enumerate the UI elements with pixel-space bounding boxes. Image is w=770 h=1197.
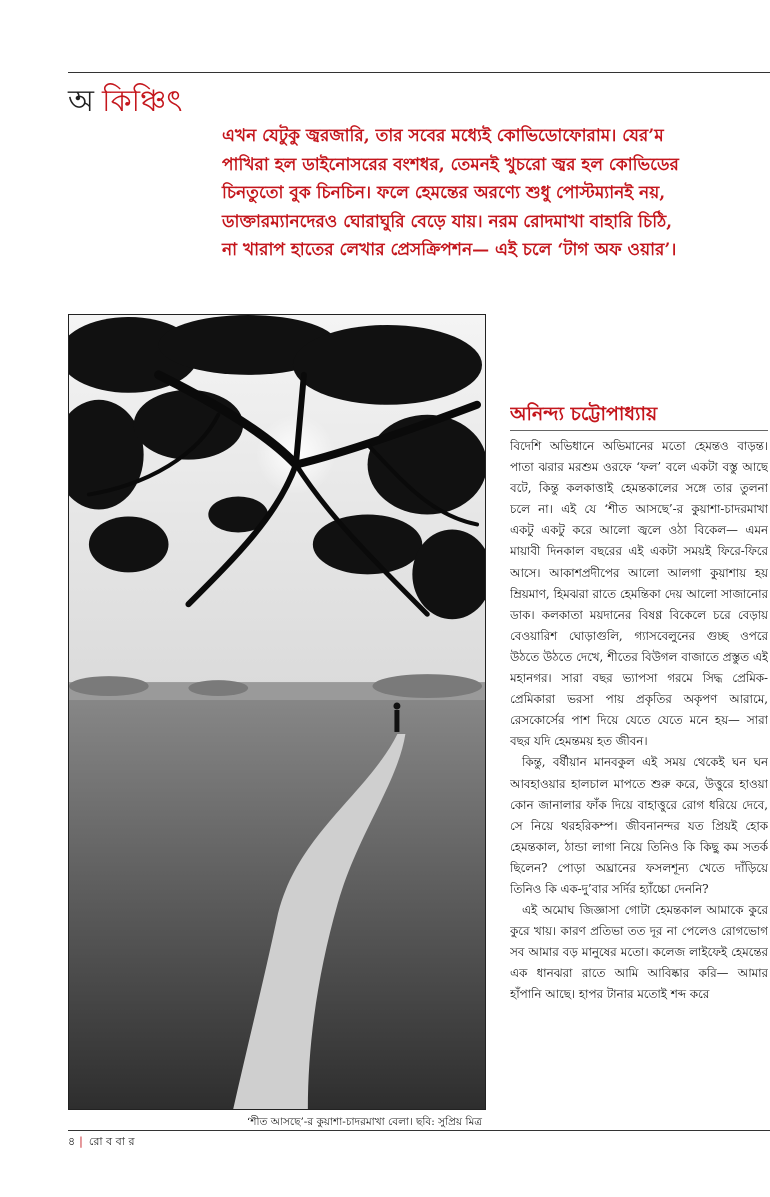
article-paragraph: কিন্তু, বর্ষীয়ান মানবকুল এই সময় থেকেই ঘন ঘন আবহাওয়ার হালচাল মাপতে শুরু করে, উত্তুরে হাওয়া কোন জানালার ফাঁক দিয়ে বাহাত্তুরে রোগ ধরিয়ে দেবে, সে নিয়ে থরহরিকম্প। জীবনানন্দর যত প্রিয়ই হোক হেমন্তকাল, ঠান্ডা লাগা নিয়ে তিনিও কি কিছু কম সতর্ক ছিলেন? পোড়া অঘ্রানের ফসলশূন্য খেতে দাঁড়িয়ে তিনিও কি এক-দু’বার সর্দির হ্যাঁচ্চো দেননি? bbox=[510, 755, 768, 896]
section-heading bbox=[68, 84, 182, 120]
bottom-rule bbox=[68, 1130, 770, 1131]
section-name: কিঞ্চিৎ bbox=[101, 84, 183, 119]
magazine-name: রো ব বা র bbox=[88, 1135, 135, 1148]
tree-field-photo bbox=[69, 315, 485, 1109]
author-rule bbox=[510, 430, 768, 431]
photo-caption: ‘শীত আসছে’-র কুয়াশা-চাদরমাখা বেলা। ছবি: সুপ্রিয় মিত্র bbox=[246, 1116, 482, 1128]
page-footer bbox=[68, 1134, 135, 1150]
article-paragraph: বিদেশি অভিধানে অভিমানের মতো হেমন্তও বাড়ন্ত। পাতা ঝরার মরশুম ওরফে ‘ফল’ বলে একটা বস্তু আছে বটে, কিন্তু কলকাত্তাই হেমন্তকালের সঙ্গে তার তুলনা চলে না। এই যে ‘শীত আসছে’-র কুয়াশা-চাদরমাখা একটু একটু করে আলো জ্বলে ওঠা বিকেল— এমন মায়াবী দিনকাল বছরের এই একটা সময়ই ফিরে-ফিরে আসে। আকাশপ্রদীপের আলো আলগা কুয়াশায় হয় ম্রিয়মাণ, হিমঝরা রাতে হেমন্তিকা দেয় আলো সাজানোর ডাক। কলকাতা ময়দানের বিষণ্ণ বিকেলে চরে বেড়ায় বেওয়ারিশ ঘোড়াগুলি, গ্যাসবেলুনের গুচ্ছ ওপরে উঠতে উঠতে দেখে, শীতের বিউগল বাজাতে প্রস্তুত এই মহানগর। সারা বছর ভ্যাপসা গরমে সিদ্ধ প্রেমিক-প্রেমিকারা ভরসা পায় প্রকৃতির অকৃপণ আরামে, রেসকোর্সের পাশ দিয়ে যেতে যেতে মনে হয়— সারা বছর যদি হেমন্তময় হত জীবন। bbox=[510, 439, 768, 749]
footer-separator: | bbox=[79, 1135, 83, 1148]
top-rule bbox=[68, 72, 770, 73]
section-prefix: অ bbox=[68, 84, 94, 119]
author-name: অনিন্দ্য চট্টোপাধ্যায় bbox=[510, 403, 658, 425]
photo bbox=[68, 314, 486, 1110]
intro-text: এখন যেটুকু জ্বরজারি, তার সবের মধ্যেই কোভিডোফোরাম। যের’ম পাখিরা হল ডাইনোসরের বংশধর, তেমনই খুচরো জ্বর হল কোভিডের চিনতুতো বুক চিনচিন। ফলে হেমন্তের অরণ্যে শুধু পোস্টম্যানই নয়, ডাক্তারম্যানদেরও ঘোরাঘুরি বেড়ে যায়। নরম রোদমাখা বাহারি চিঠি, না খারাপ হাতের লেখার প্রেসক্রিপশন— এই চলে ‘টাগ অফ ওয়ার’। bbox=[222, 126, 679, 261]
article-body bbox=[510, 436, 768, 1112]
page-number: ৪ bbox=[68, 1135, 76, 1148]
article-paragraph: এই অমোঘ জিজ্ঞাসা গোটা হেমন্তকাল আমাকে কুরে কুরে খায়। কারণ প্রতিভা তত দূর না পেলেও রোগভোগ সব আমার বড় মানুষের মতো। কলেজ লাইফেই হেমন্তের এক ধানঝরা রাতে আমি আবিষ্কার করি— আমার হাঁপানি আছে। হাপর টানার মতোই শব্দ করে bbox=[510, 903, 768, 1002]
